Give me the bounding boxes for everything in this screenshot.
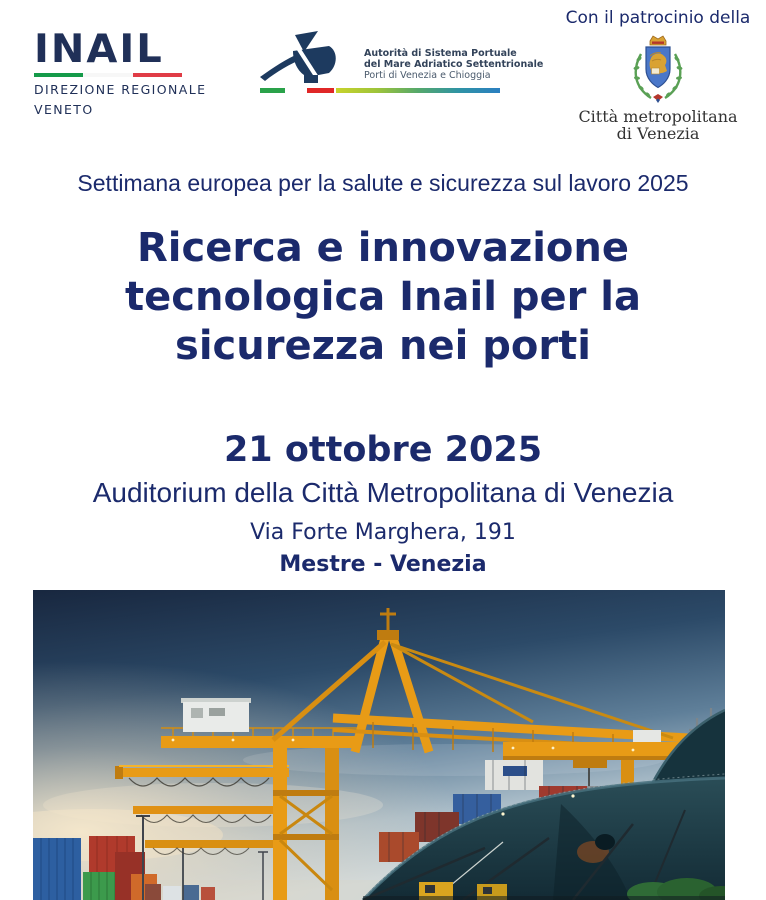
inail-direction-label: DIREZIONE REGIONALE — [34, 82, 207, 97]
flag-red-segment — [133, 73, 182, 77]
ship-sail-logo-icon — [258, 30, 342, 88]
event-title-line2: tecnologica Inail per la — [125, 274, 641, 320]
flag-green-segment — [34, 73, 83, 77]
port-authority-line2: del Mare Adriatico Settentrionale — [364, 59, 544, 70]
event-address: Via Forte Marghera, 191 — [250, 520, 516, 545]
stripe-green-segment — [260, 88, 285, 93]
patronage-label: Con il patrocinio della — [565, 8, 751, 28]
venice-coat-of-arms-icon — [626, 32, 690, 106]
port-authority-logo — [258, 28, 544, 100]
port-authority-name — [364, 48, 544, 81]
flag-white-segment — [83, 73, 132, 77]
event-title-line1: Ricerca e innovazione — [136, 225, 630, 271]
european-week-banner: Settimana europea per la salute e sicurezza sul lavoro 2025 — [77, 170, 689, 196]
event-city: Mestre - Venezia — [279, 552, 487, 577]
port-logo-color-stripe — [260, 88, 500, 93]
stripe-red-segment — [307, 88, 334, 93]
event-date: 21 ottobre 2025 — [223, 430, 543, 470]
port-authority-line1: Autorità di Sistema Portuale — [364, 48, 517, 59]
inail-region-label: VENETO — [34, 102, 94, 117]
metropolitan-city-line1: Città metropolitana — [578, 107, 738, 126]
event-venue: Auditorium della Città Metropolitana di Venezia — [92, 477, 674, 508]
port-authority-line3: Porti di Venezia e Chioggia — [364, 70, 491, 81]
metropolitan-city-name — [565, 108, 751, 142]
inail-logo — [34, 27, 207, 117]
port-photo — [33, 590, 725, 900]
event-title-line3: sicurezza nei porti — [175, 323, 591, 369]
event-title — [0, 224, 766, 371]
port-photo-illustration — [33, 590, 725, 900]
metropolitan-city-line2: di Venezia — [616, 124, 700, 143]
inail-wordmark: INAIL — [34, 27, 164, 72]
italian-flag-bar — [34, 73, 182, 77]
stripe-gradient-bar — [336, 88, 500, 93]
patronage-block — [565, 8, 751, 142]
